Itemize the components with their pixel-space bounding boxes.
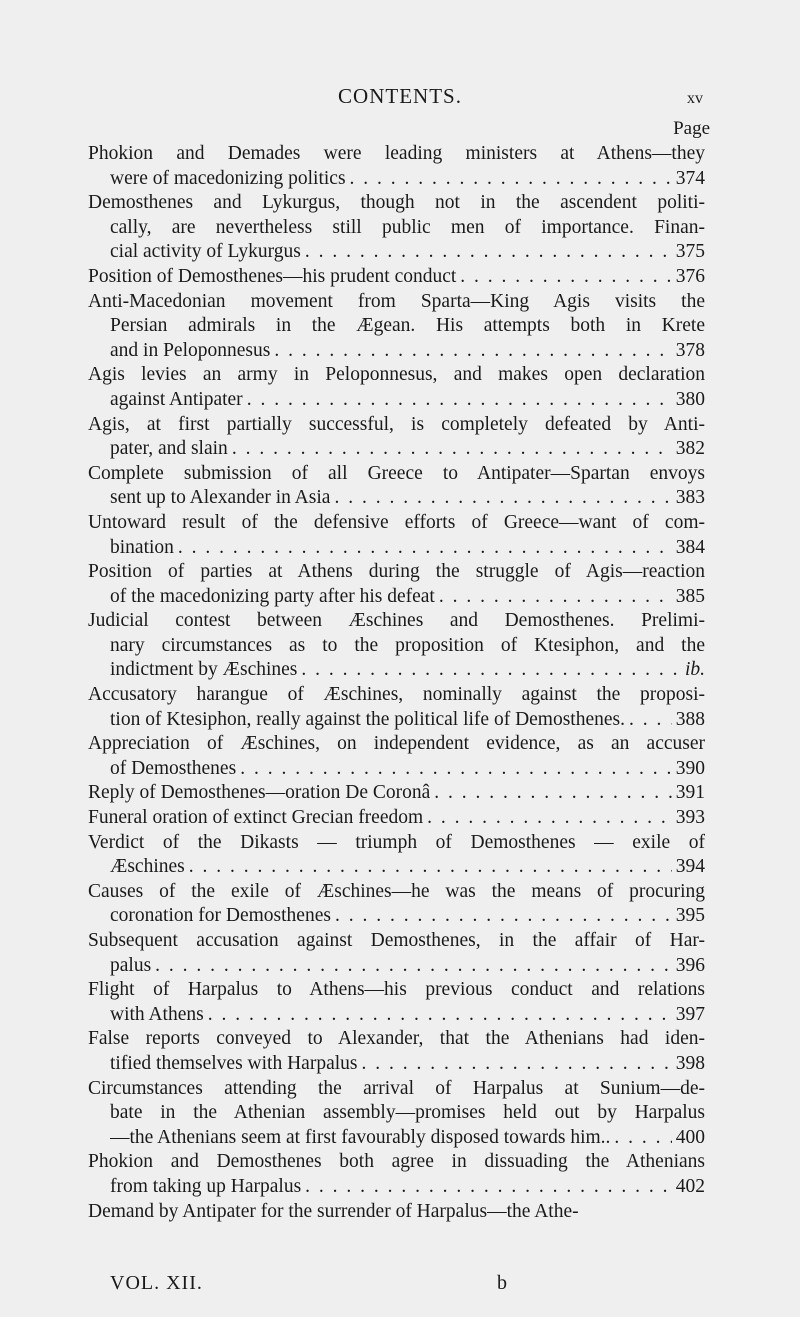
entry-line [110,388,705,413]
dot-leader [247,388,672,413]
entry-line [110,536,705,561]
entry-page-number: 374 [675,167,705,189]
entry-page-number: 390 [675,757,705,779]
entry-line: Phokion and Demosthenes both agree in dissuading the Athenians [88,1151,705,1173]
contents-entry [0,191,800,265]
contents-entry [0,1200,800,1225]
entry-line: Agis, at first partially successful, is completely defeated by Anti- [88,413,705,435]
entry-line: Persian admirals in the Ægean. His attempts both in Krete [110,315,705,337]
entry-page-number: 394 [675,856,705,878]
dot-leader [350,167,672,192]
entry-page-number: 380 [675,388,705,410]
entry-line: cally, are nevertheless still public men of importance. Finan- [110,216,705,238]
entry-page-number: 388 [675,708,705,730]
entry-line: Anti-Macedonian movement from Sparta—King Agis visits the [88,290,705,312]
entry-line: Complete submission of all Greece to Antipater—Spartan envoys [88,462,705,484]
entry-text: cial activity of Lykurgus [110,241,301,263]
entry-text: were of macedonizing politics [110,167,346,189]
entry-page-number: 382 [675,438,705,460]
entry-page-number: 384 [675,536,705,558]
entry-page-number: 393 [675,807,705,829]
entry-line [110,954,705,979]
entry-line [110,585,705,610]
dot-leader [232,437,672,462]
entry-text: of the macedonizing party after his defeat [110,585,435,607]
entry-text: with Athens [110,1003,204,1025]
entry-page-number: 400 [675,1126,705,1148]
entry-page-number: 385 [675,585,705,607]
entry-text: Æschines [110,856,185,878]
volume-label: VOL. XII. [110,1272,203,1294]
entry-line [110,757,705,782]
contents-entry [0,1150,800,1199]
contents-entry [0,560,800,609]
entry-line: Accusatory harangue of Æschines, nominally against the proposi- [88,684,705,706]
entry-text: palus [110,954,152,976]
entry-line [110,658,705,683]
contents-entry [0,929,800,978]
page-column-label: Page [673,118,710,139]
contents-entry [0,880,800,929]
entry-page-number: 398 [675,1052,705,1074]
entry-line: False reports conveyed to Alexander, that the Athenians had iden- [88,1028,705,1050]
dot-leader [305,240,672,265]
entry-line [110,240,705,265]
entry-line: Demand by Antipater for the surrender of Harpalus—the Athe- [88,1200,579,1222]
dot-leader [178,536,672,561]
dot-leader [427,806,672,831]
contents-entry [0,732,800,781]
contents-entry [0,462,800,511]
entry-page-number: 395 [675,905,705,927]
contents-entry [0,290,800,364]
contents-entry [0,781,800,806]
dot-leader [614,1126,671,1151]
dot-leader [301,658,681,683]
entry-line [110,167,705,192]
entry-text: against Antipater [110,388,243,410]
dot-leader [334,486,671,511]
dot-leader [274,339,671,364]
dot-leader [460,265,671,290]
entry-line [110,855,705,880]
dot-leader [434,781,671,806]
entry-text: indictment by Æschines [110,659,298,681]
entry-page-number: 378 [675,339,705,361]
contents-entry [0,978,800,1027]
entry-line [110,1175,705,1200]
signature-mark: b [497,1272,507,1294]
entry-line [110,904,705,929]
entry-line: Circumstances attending the arrival of Harpalus at Sunium—de- [88,1077,705,1099]
entry-page-number: ib. [684,659,705,681]
dot-leader [189,855,672,880]
dot-leader [240,757,672,782]
entry-text: —the Athenians seem at first favourably disposed towards him.. [110,1126,611,1148]
entry-text: from taking up Harpalus [110,1175,302,1197]
dot-leader [629,708,672,733]
header-page-number: xv [687,90,703,107]
contents-entry [0,1077,800,1151]
entry-line [88,781,705,806]
dot-leader [155,954,672,979]
entry-line: Phokion and Demades were leading ministers at Athens—they [88,143,705,164]
dot-leader [208,1003,672,1028]
entry-line: nary circumstances as to the proposition of Ktesiphon, and the [110,634,705,656]
entry-line: Flight of Harpalus to Athens—his previous conduct and relations [88,979,705,1001]
entry-page-number: 376 [675,265,705,287]
entry-line [110,437,705,462]
entry-line: Demosthenes and Lykurgus, though not in the ascendent politi- [88,192,705,214]
contents-entry [0,683,800,732]
entry-line: Position of parties at Athens during the struggle of Agis—reaction [88,561,705,583]
contents-list [0,142,800,1224]
contents-entry [0,265,800,290]
entry-text: Position of Demosthenes—his prudent conduct [88,265,457,287]
contents-entry [0,831,800,880]
header-title: CONTENTS. [338,84,462,108]
contents-entry [0,806,800,831]
entry-text: coronation for Demosthenes [110,905,331,927]
contents-entry [0,1027,800,1076]
entry-line [110,1126,705,1151]
entry-text: pater, and slain [110,438,228,460]
entry-page-number: 391 [675,782,705,804]
entry-page-number: 375 [675,241,705,263]
entry-line: bate in the Athenian assembly—promises held out by Harpalus [110,1102,705,1124]
entry-text: bination [110,536,174,558]
running-header [0,84,800,114]
entry-text: sent up to Alexander in Asia [110,487,331,509]
contents-entry [0,609,800,683]
entry-line [110,1003,705,1028]
entry-text: tion of Ktesiphon, really against the political life of Demosthenes. [110,708,625,730]
entry-line: Verdict of the Dikasts — triumph of Demosthenes — exile of [88,831,705,853]
entry-line: Agis levies an army in Peloponnesus, and makes open declaration [88,364,705,386]
entry-line: Appreciation of Æschines, on independent evidence, as an accuser [88,733,705,755]
dot-leader [361,1052,671,1077]
entry-line: Subsequent accusation against Demosthenes, in the affair of Har- [88,930,705,951]
entry-page-number: 383 [675,487,705,509]
dot-leader [305,1175,672,1200]
page-footer [0,1272,800,1302]
entry-page-number: 396 [675,954,705,976]
entry-line [110,708,705,733]
entry-page-number: 402 [675,1175,705,1197]
entry-line: Causes of the exile of Æschines—he was the means of procuring [88,880,705,902]
entry-text: Funeral oration of extinct Grecian freedom [88,807,424,829]
entry-line [110,486,705,511]
entry-line [88,265,705,290]
entry-line [110,1052,705,1077]
contents-entry [0,511,800,560]
dot-leader [439,585,672,610]
entry-text: of Demosthenes [110,757,237,779]
entry-text: Reply of Demosthenes—oration De Coronâ [88,782,431,804]
dot-leader [335,904,672,929]
contents-entry [0,142,800,191]
contents-entry [0,363,800,412]
entry-line [110,339,705,364]
entry-line: Judicial contest between Æschines and Demosthenes. Prelimi- [88,610,705,632]
entry-line [88,806,705,831]
entry-text: tified themselves with Harpalus [110,1052,358,1074]
entry-page-number: 397 [675,1003,705,1025]
entry-line: Untoward result of the defensive efforts of Greece—want of com- [88,511,705,533]
contents-entry [0,413,800,462]
entry-text: and in Peloponnesus [110,339,271,361]
